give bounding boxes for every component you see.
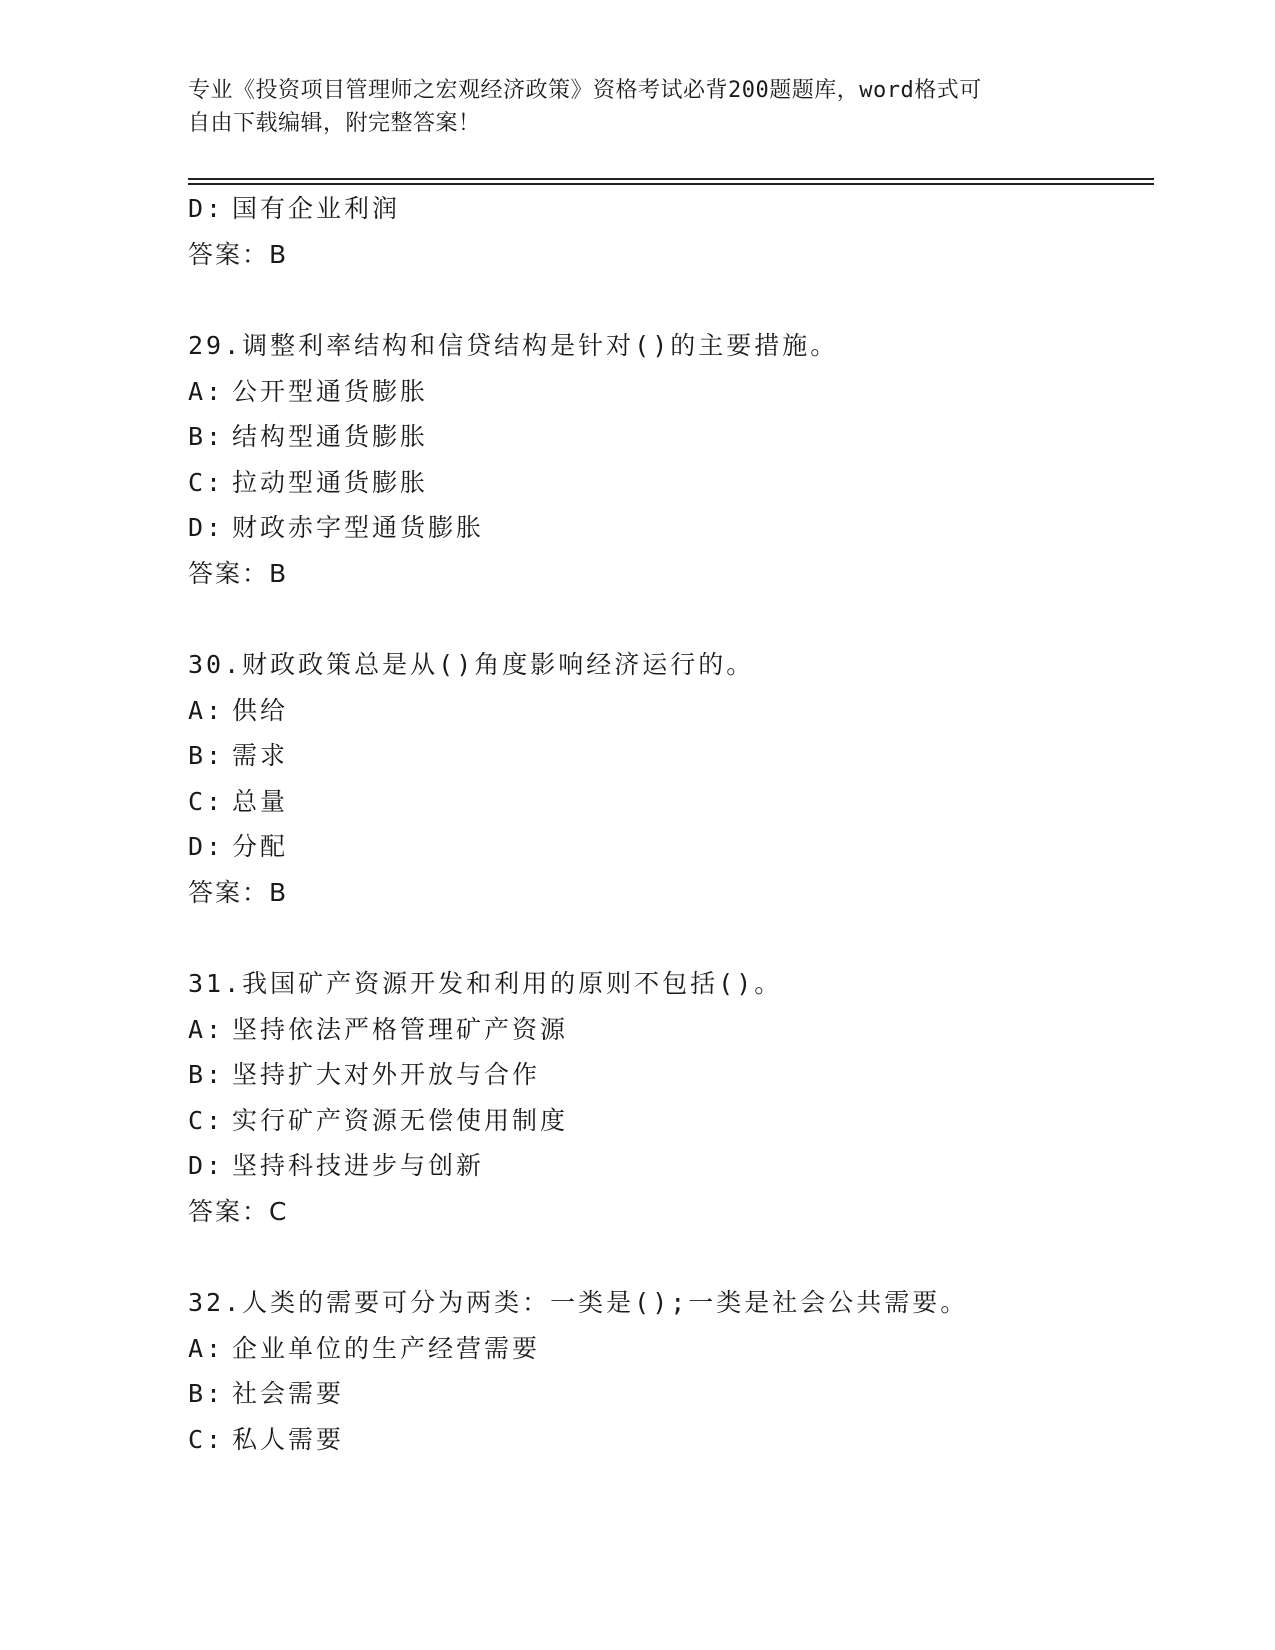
option-d [188,824,1154,870]
option-text: 坚持依法严格管理矿产资源 [232,1014,569,1044]
option-b [188,414,1154,460]
option-text: 分配 [232,832,289,861]
option-c [188,1098,1154,1144]
option-letter: D: [188,1151,225,1180]
option-c [188,779,1154,825]
header-title-line-2: 自由下载编辑，附完整答案！ [188,111,481,136]
option-letter: A: [188,695,225,725]
spacer [188,915,1154,961]
option-b [188,733,1154,779]
option-letter: C: [188,467,225,497]
answer-line: 答案：B [188,239,289,269]
option-text: 坚持扩大对外开放与合作 [232,1060,541,1089]
option-text: 坚持科技进步与创新 [232,1151,485,1180]
option-letter: B: [188,1060,225,1089]
option-text: 拉动型通货膨胀 [232,467,429,497]
answer-line: 答案：B [188,877,289,907]
option-letter: B: [188,1379,225,1408]
option-text: 实行矿产资源无偿使用制度 [232,1105,569,1135]
option-d [188,186,1154,232]
question-stem: 31.我国矿产资源开发和利用的原则不包括()。 [188,969,783,998]
option-b [188,1371,1154,1417]
option-text: 公开型通货膨胀 [232,376,429,406]
option-text: 私人需要 [232,1424,345,1454]
header-divider-top [188,178,1154,180]
question-list [188,186,1154,1462]
option-letter: D: [188,194,225,223]
option-text: 需求 [232,741,289,770]
document-header [188,74,1088,140]
option-b [188,1052,1154,1098]
answer-line: 答案：C [188,1196,289,1226]
header-divider-bottom [188,183,1154,185]
option-text: 供给 [232,695,289,725]
header-title-line-1: 专业《投资项目管理师之宏观经济政策》资格考试必背200题题库，word格式可 [188,78,982,103]
option-a [188,1326,1154,1372]
option-letter: D: [188,513,225,542]
option-text: 企业单位的生产经营需要 [232,1333,541,1363]
question-stem: 30.财政政策总是从()角度影响经济运行的。 [188,650,755,679]
option-d [188,505,1154,551]
option-text: 结构型通货膨胀 [232,422,429,451]
answer-line: 答案：B [188,558,289,588]
option-letter: B: [188,422,225,451]
option-letter: C: [188,786,225,816]
question-stem: 29.调整利率结构和信贷结构是针对()的主要措施。 [188,331,839,360]
option-a [188,688,1154,734]
option-text: 总量 [232,786,289,816]
option-text: 社会需要 [232,1379,345,1408]
option-letter: D: [188,832,225,861]
option-letter: B: [188,741,225,770]
option-a [188,369,1154,415]
option-letter: A: [188,1333,225,1363]
option-c [188,1417,1154,1463]
option-letter: A: [188,1014,225,1044]
option-letter: A: [188,376,225,406]
option-c [188,460,1154,506]
option-letter: C: [188,1424,225,1454]
question-stem: 32.人类的需要可分为两类：一类是();一类是社会公共需要。 [188,1288,969,1317]
spacer [188,596,1154,642]
spacer [188,277,1154,323]
option-text: 国有企业利润 [232,194,401,223]
option-text: 财政赤字型通货膨胀 [232,513,485,542]
option-a [188,1007,1154,1053]
option-letter: C: [188,1105,225,1135]
option-d [188,1143,1154,1189]
spacer [188,1234,1154,1280]
